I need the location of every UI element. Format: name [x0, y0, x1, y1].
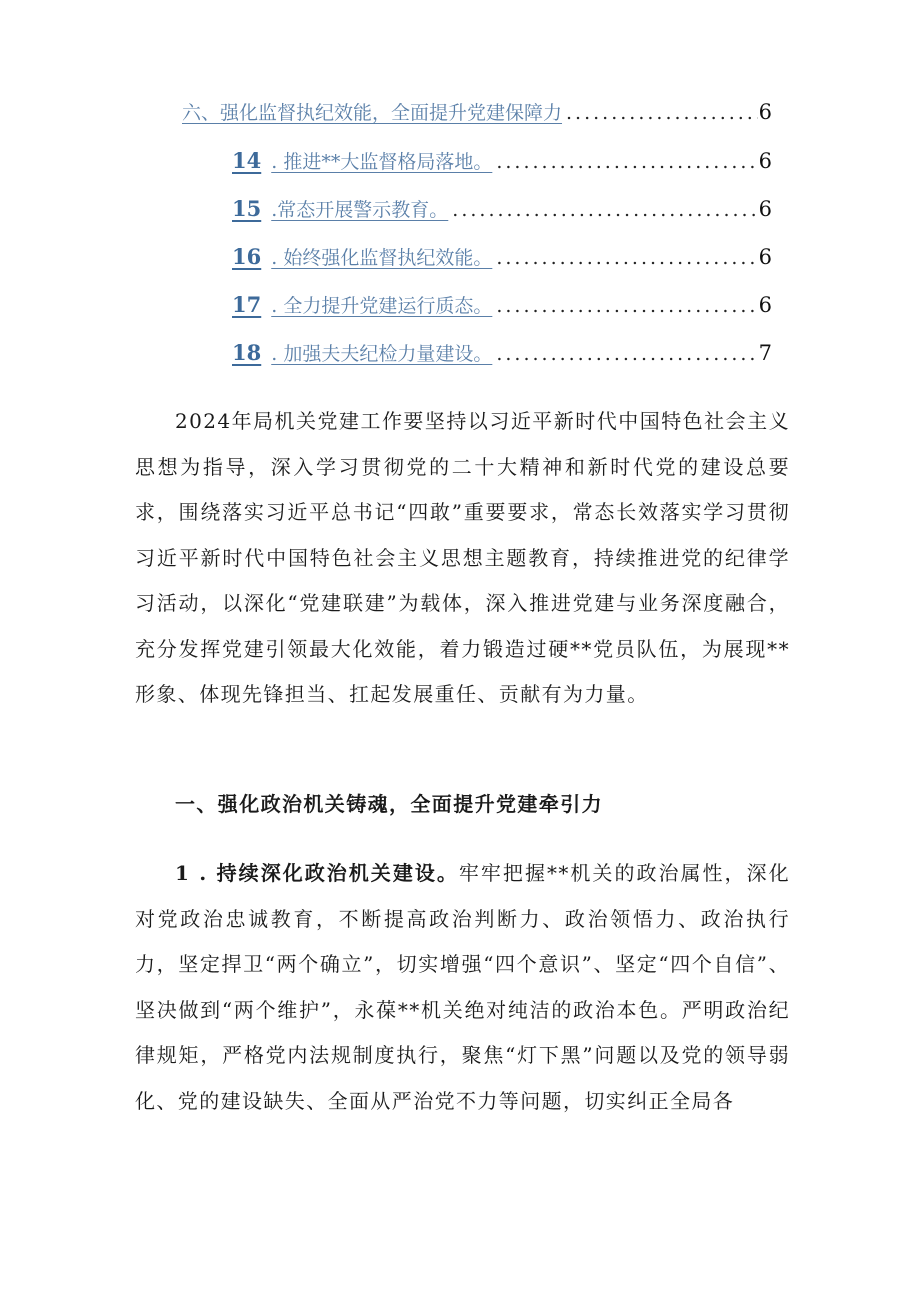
toc-page-number: 6 [758, 197, 772, 221]
toc-entry-label[interactable]: . 始终强化监督执纪效能。 [271, 247, 493, 269]
toc-entry-label[interactable]: .常态开展警示教育。 [271, 199, 449, 221]
toc-entry-chapter-6[interactable] [182, 98, 772, 128]
toc-entry-label[interactable]: 六、强化监督执纪效能，全面提升党建保障力 [182, 102, 563, 124]
toc-entry-17[interactable] [232, 291, 772, 321]
item-1-text: 牢牢把握**机关的政治属性，深化对党政治忠诚教育，不断提高政治判断力、政治领悟力、政治执行力，坚定捍卫“两个确立”，切实增强“四个意识”、坚定“四个自信”、坚决做到“两个维护”，永葆**机关绝对纯洁的政治本色。严明政治纪律规矩，严格党内法规制度执行，聚焦“灯下黑”问题以及党的领导弱化、党的建设缺失、全面从严治党不力等问题，切实纠正全局各 [135, 861, 790, 1113]
toc-leader-dots [448, 199, 758, 221]
item-1-paragraph [135, 851, 790, 1124]
toc-entry-label[interactable]: . 加强夫夫纪检力量建设。 [271, 343, 493, 365]
toc-leader-dots [492, 295, 758, 317]
toc-entry-label[interactable]: . 全力提升党建运行质态。 [271, 295, 493, 317]
intro-paragraph: 2024年局机关党建工作要坚持以习近平新时代中国特色社会主义思想为指导，深入学习贯彻党的二十大精神和新时代党的建设总要求，围绕落实习近平总书记“四敢”重要要求，常态长效落实学习贯彻习近平新时代中国特色社会主义思想主题教育，持续推进党的纪律学习活动，以深化“党建联建”为载体，深入推进党建与业务深度融合，充分发挥党建引领最大化效能，着力锻造过硬**党员队伍，为展现**形象、体现先锋担当、扛起发展重任、贡献有为力量。 [135, 409, 790, 706]
toc-entry-18[interactable] [232, 339, 772, 369]
toc-entry-14[interactable] [232, 147, 772, 177]
toc-entry-label[interactable]: . 推进**大监督格局落地。 [271, 151, 493, 173]
toc-page-number: 6 [758, 245, 772, 269]
item-1-lead: 1 . 持续深化政治机关建设。 [175, 861, 459, 885]
toc-entry-number[interactable]: 15 [232, 196, 262, 221]
toc-entry-number[interactable]: 18 [232, 340, 262, 365]
toc-entry-number[interactable]: 14 [232, 148, 262, 173]
toc-page-number: 6 [758, 293, 772, 317]
toc-leader-dots [492, 343, 758, 365]
toc-entry-number[interactable]: 16 [232, 244, 262, 269]
toc-page-number: 6 [758, 149, 772, 173]
section-heading: 一、强化政治机关铸魂，全面提升党建牵引力 [175, 792, 603, 816]
toc-entry-number[interactable]: 17 [232, 292, 262, 317]
toc-page-number: 6 [758, 100, 772, 124]
toc-leader-dots [492, 151, 758, 173]
toc-leader-dots [562, 102, 758, 124]
toc-leader-dots [492, 247, 758, 269]
toc-page-number: 7 [758, 341, 772, 365]
toc-entry-15[interactable] [232, 195, 772, 225]
toc-entry-16[interactable] [232, 243, 772, 273]
